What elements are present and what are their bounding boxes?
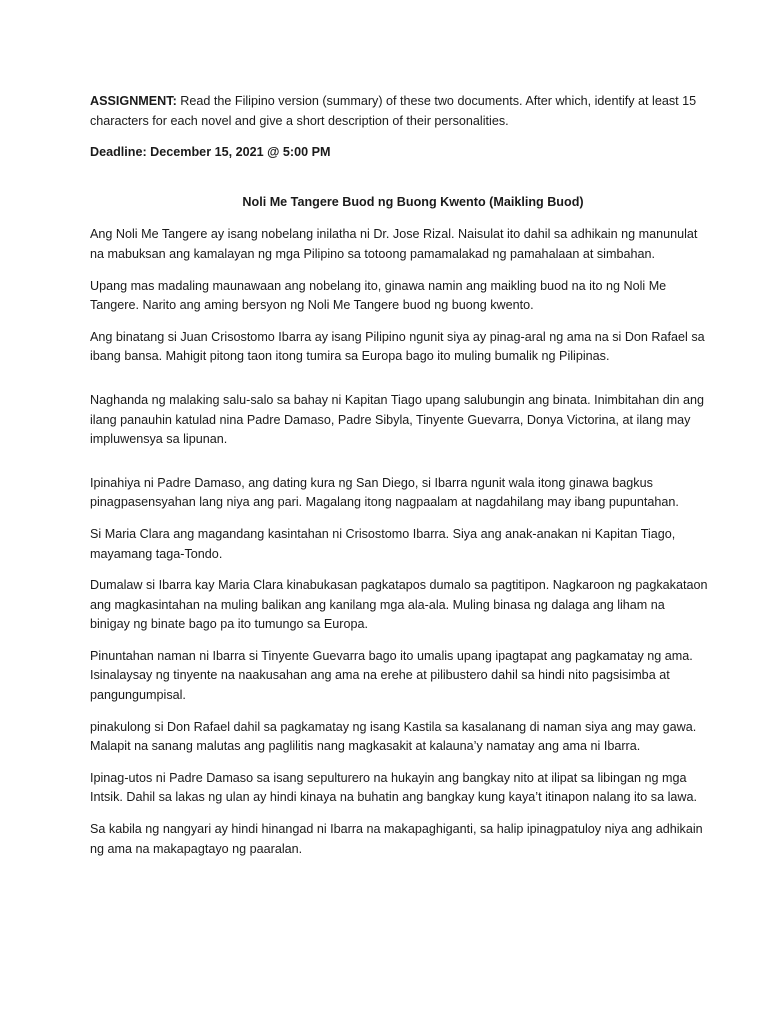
paragraph: Dumalaw si Ibarra kay Maria Clara kinabukasan pagkatapos dumalo sa pagtitipon. Nagkaroon ng pagkakataon ang magkasintahan na muling balikan ang kanilang mga ala-ala. Muling binasa ng dalaga ang liham na binigay ng binate bago pa ito tumungo sa Europa.	[90, 578, 708, 632]
assignment-label: ASSIGNMENT:	[90, 94, 177, 108]
paragraph: Upang mas madaling maunawaan ang nobelang ito, ginawa namin ang maikling buod na ito ng Noli Me Tangere. Narito ang aming bersyon ng Noli Me Tangere buod ng buong kwento.	[90, 278, 667, 313]
summary-title: Noli Me Tangere Buod ng Buong Kwento (Maikling Buod)	[242, 194, 584, 209]
paragraph: Sa kabila ng nangyari ay hindi hinangad ni Ibarra na makapaghiganti, sa halip ipinagpatuloy niya ang adhikain ng ama na makapagtayo ng paaralan.	[90, 822, 703, 856]
paragraph: Naghanda ng malaking salu-salo sa bahay ni Kapitan Tiago upang salubungin ang binata. Inimbitahan din ang ilang panauhin katulad nina Padre Damaso, Padre Sibyla, Tinyente Guevarra, Donya Victorina, at ilang may impluwensya sa lipunan.	[90, 392, 705, 447]
paragraph: Ang Noli Me Tangere ay isang nobelang inilatha ni Dr. Jose Rizal. Naisulat ito dahil sa adhikain ng manunulat na mabuksan ang kamalayan ng mga Pilipino sa totoong pamamalakad ng pamahalaan at simbahan.	[90, 227, 698, 261]
deadline-label: Deadline:	[90, 145, 147, 160]
paragraph: Pinuntahan naman ni Ibarra si Tinyente Guevarra bago ito umalis upang ipagtapat ang pagkamatay ng ama. Isinalaysay ng tinyente na naakusahan ang ama na erehe at pilibustero dahil sa hindi nito pagsisimba at pangungumpisal.	[90, 648, 693, 703]
paragraph: Si Maria Clara ang magandang kasintahan ni Crisostomo Ibarra. Siya ang anak-anakan ni Kapitan Tiago, mayamang taga-Tondo.	[90, 526, 676, 561]
assignment-text: Read the Filipino version (summary) of these two documents. After which, identify at least 15 characters for each novel and give a short description of their personalities.	[90, 94, 697, 128]
assignment-instructions	[90, 92, 708, 131]
deadline-value: December 15, 2021 @ 5:00 PM	[146, 145, 331, 160]
paragraph: Ipinag-utos ni Padre Damaso sa isang sepulturero na hukayin ang bangkay nito at ilipat sa libingan ng mga Intsik. Dahil sa lakas ng ulan ay hindi kinaya na buhatin ang bangkay kung kaya’t itinapon nalang ito sa lawa.	[90, 770, 697, 805]
paragraph: pinakulong si Don Rafael dahil sa pagkamatay ng isang Kastila sa kasalanang di naman siya ang may gawa. Malapit na sanang malutas ang paglilitis nang magkasakit at kalauna’y namatay ang ama ni Ibarra.	[90, 719, 697, 754]
paragraph: Ipinahiya ni Padre Damaso, ang dating kura ng San Diego, si Ibarra ngunit wala itong ginawa bagkus pinagpasensyahan lang niya ang pari. Magalang itong nagpaalam at nagdahilang may ibang pupuntahan.	[90, 475, 679, 510]
paragraph: Ang binatang si Juan Crisostomo Ibarra ay isang Pilipino ngunit siya ay pinag-aral ng ama na si Don Rafael sa ibang bansa. Mahigit pitong taon itong tumira sa Europa bago ito muling bumalik ng Pilipinas.	[90, 329, 705, 364]
deadline	[90, 143, 708, 163]
